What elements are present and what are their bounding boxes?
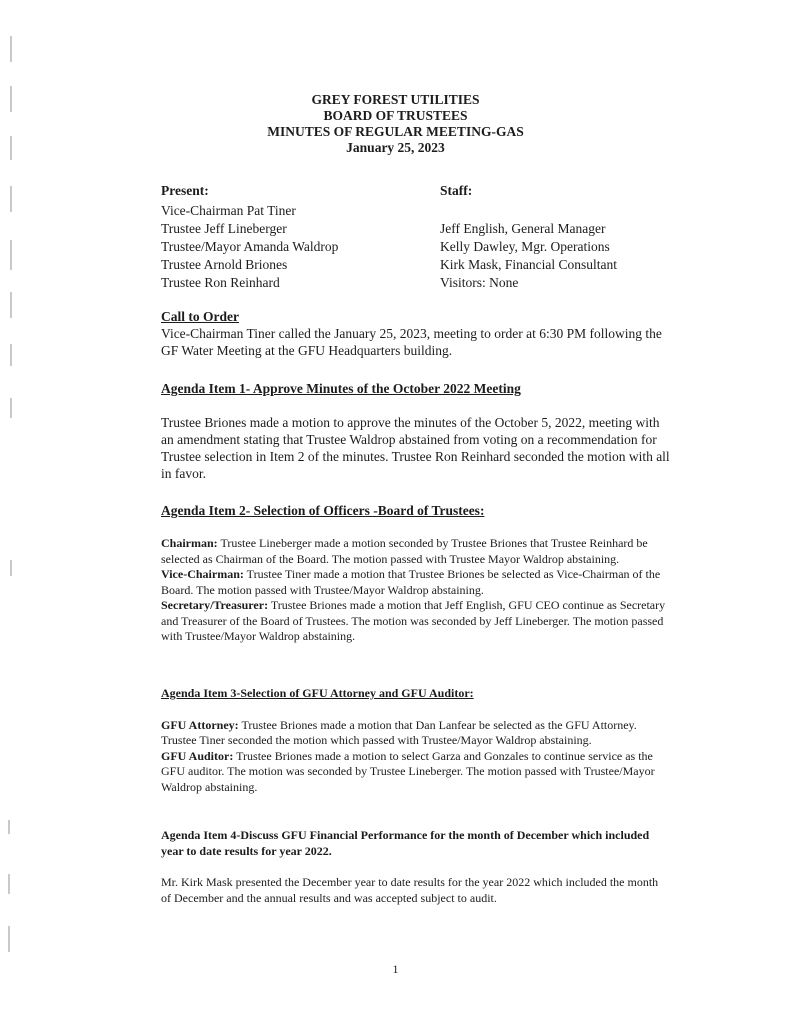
scan-artifact bbox=[8, 926, 10, 952]
present-member: Vice-Chairman Pat Tiner bbox=[161, 203, 296, 218]
secretary-paragraph bbox=[161, 598, 671, 645]
present-list bbox=[161, 182, 338, 292]
secretary-text: Trustee Briones made a motion that Jeff English, GFU CEO continue as Secretary and Treasurer of the Board of Trustees. The motion was seconded by Jeff Lineberger. The motion passed with Trustee/Mayor Waldrop abstaining. bbox=[161, 598, 666, 643]
agenda-item-4-section bbox=[161, 828, 661, 906]
call-to-order-heading: Call to Order bbox=[161, 309, 239, 324]
present-member: Trustee Ron Reinhard bbox=[161, 275, 280, 290]
auditor-text: Trustee Briones made a motion to select Garza and Gonzales to continue service as the GFU auditor. The motion was seconded by Trustee Lineberger. The motion passed with Trustee/Mayor Waldrop abstaining. bbox=[161, 748, 655, 794]
scan-artifact bbox=[10, 240, 12, 270]
scan-artifact bbox=[10, 344, 12, 366]
scan-artifact bbox=[8, 874, 10, 894]
scan-artifact bbox=[10, 36, 12, 62]
agenda-item-2-section bbox=[161, 502, 671, 519]
attorney-label: GFU Attorney: bbox=[161, 717, 239, 732]
present-member: Trustee Arnold Briones bbox=[161, 257, 288, 272]
scan-artifact bbox=[10, 186, 12, 212]
vice-chairman-paragraph bbox=[161, 567, 671, 598]
attorney-text: Trustee Briones made a motion that Dan Lanfear be selected as the GFU Attorney. Trustee Tiner seconded the motion which passed with Trustee/Mayor Waldrop abstaining. bbox=[161, 717, 637, 747]
meeting-date: January 25, 2023 bbox=[346, 140, 445, 155]
scan-artifact bbox=[8, 820, 10, 834]
chairman-paragraph bbox=[161, 536, 671, 567]
staff-label: Staff: bbox=[440, 183, 473, 198]
agenda-item-1-heading: Agenda Item 1- Approve Minutes of the October 2022 Meeting bbox=[161, 381, 521, 396]
staff-member: Kirk Mask, Financial Consultant bbox=[440, 257, 617, 272]
agenda-item-1-section bbox=[161, 380, 671, 482]
vice-chairman-label: Vice-Chairman: bbox=[161, 567, 244, 581]
call-to-order-text: Vice-Chairman Tiner called the January 25, 2023, meeting to order at 6:30 PM following the GF Water Meeting at the GFU Headquarters building. bbox=[161, 326, 662, 358]
agenda-item-3-section bbox=[161, 686, 671, 795]
staff-member: Visitors: None bbox=[440, 275, 519, 290]
agenda-item-4-text: Mr. Kirk Mask presented the December year to date results for the year 2022 which included the month of December and the annual results and was accepted subject to audit. bbox=[161, 875, 659, 905]
document-title: MINUTES OF REGULAR MEETING-GAS bbox=[267, 124, 524, 139]
document-header bbox=[0, 92, 791, 156]
call-to-order-section bbox=[161, 308, 671, 359]
agenda-item-4-heading: Agenda Item 4-Discuss GFU Financial Performance for the month of December which included year to date results for year 2022. bbox=[161, 828, 650, 858]
org-name: GREY FOREST UTILITIES bbox=[311, 92, 480, 107]
staff-member: Kelly Dawley, Mgr. Operations bbox=[440, 239, 610, 254]
present-label: Present: bbox=[161, 183, 209, 198]
agenda-item-1-text: Trustee Briones made a motion to approve the minutes of the October 5, 2022, meeting with an amendment stating that Trustee Waldrop abstained from voting on a recommendation for Trustee selection in Item 2 of the minutes. Trustee Ron Reinhard seconded the motion with all in favor. bbox=[161, 415, 670, 481]
chairman-label: Chairman: bbox=[161, 536, 218, 550]
page-number: 1 bbox=[392, 962, 399, 976]
auditor-paragraph bbox=[161, 749, 671, 796]
attorney-paragraph bbox=[161, 718, 671, 749]
agenda-item-2-body bbox=[161, 536, 671, 645]
staff-member: Jeff English, General Manager bbox=[440, 221, 606, 236]
board-name: BOARD OF TRUSTEES bbox=[323, 108, 468, 123]
scan-artifact bbox=[10, 398, 12, 418]
present-member: Trustee Jeff Lineberger bbox=[161, 221, 287, 236]
secretary-label: Secretary/Treasurer: bbox=[161, 598, 269, 612]
auditor-label: GFU Auditor: bbox=[161, 748, 234, 763]
agenda-item-2-heading: Agenda Item 2- Selection of Officers -Board of Trustees: bbox=[161, 503, 485, 518]
present-member: Trustee/Mayor Amanda Waldrop bbox=[161, 239, 339, 254]
staff-list bbox=[440, 182, 617, 292]
chairman-text: Trustee Lineberger made a motion seconded by Trustee Briones that Trustee Reinhard be selected as Chairman of the Board. The motion passed with Trustee Mayor Waldrop abstaining. bbox=[161, 536, 648, 566]
vice-chairman-text: Trustee Tiner made a motion that Trustee Briones be selected as Vice-Chairman of the Board. The motion passed with Trustee/Mayor Waldrop abstaining. bbox=[161, 567, 661, 597]
scan-artifact bbox=[10, 560, 12, 576]
scan-artifact bbox=[10, 292, 12, 318]
agenda-item-3-heading: Agenda Item 3-Selection of GFU Attorney and GFU Auditor: bbox=[161, 686, 474, 700]
